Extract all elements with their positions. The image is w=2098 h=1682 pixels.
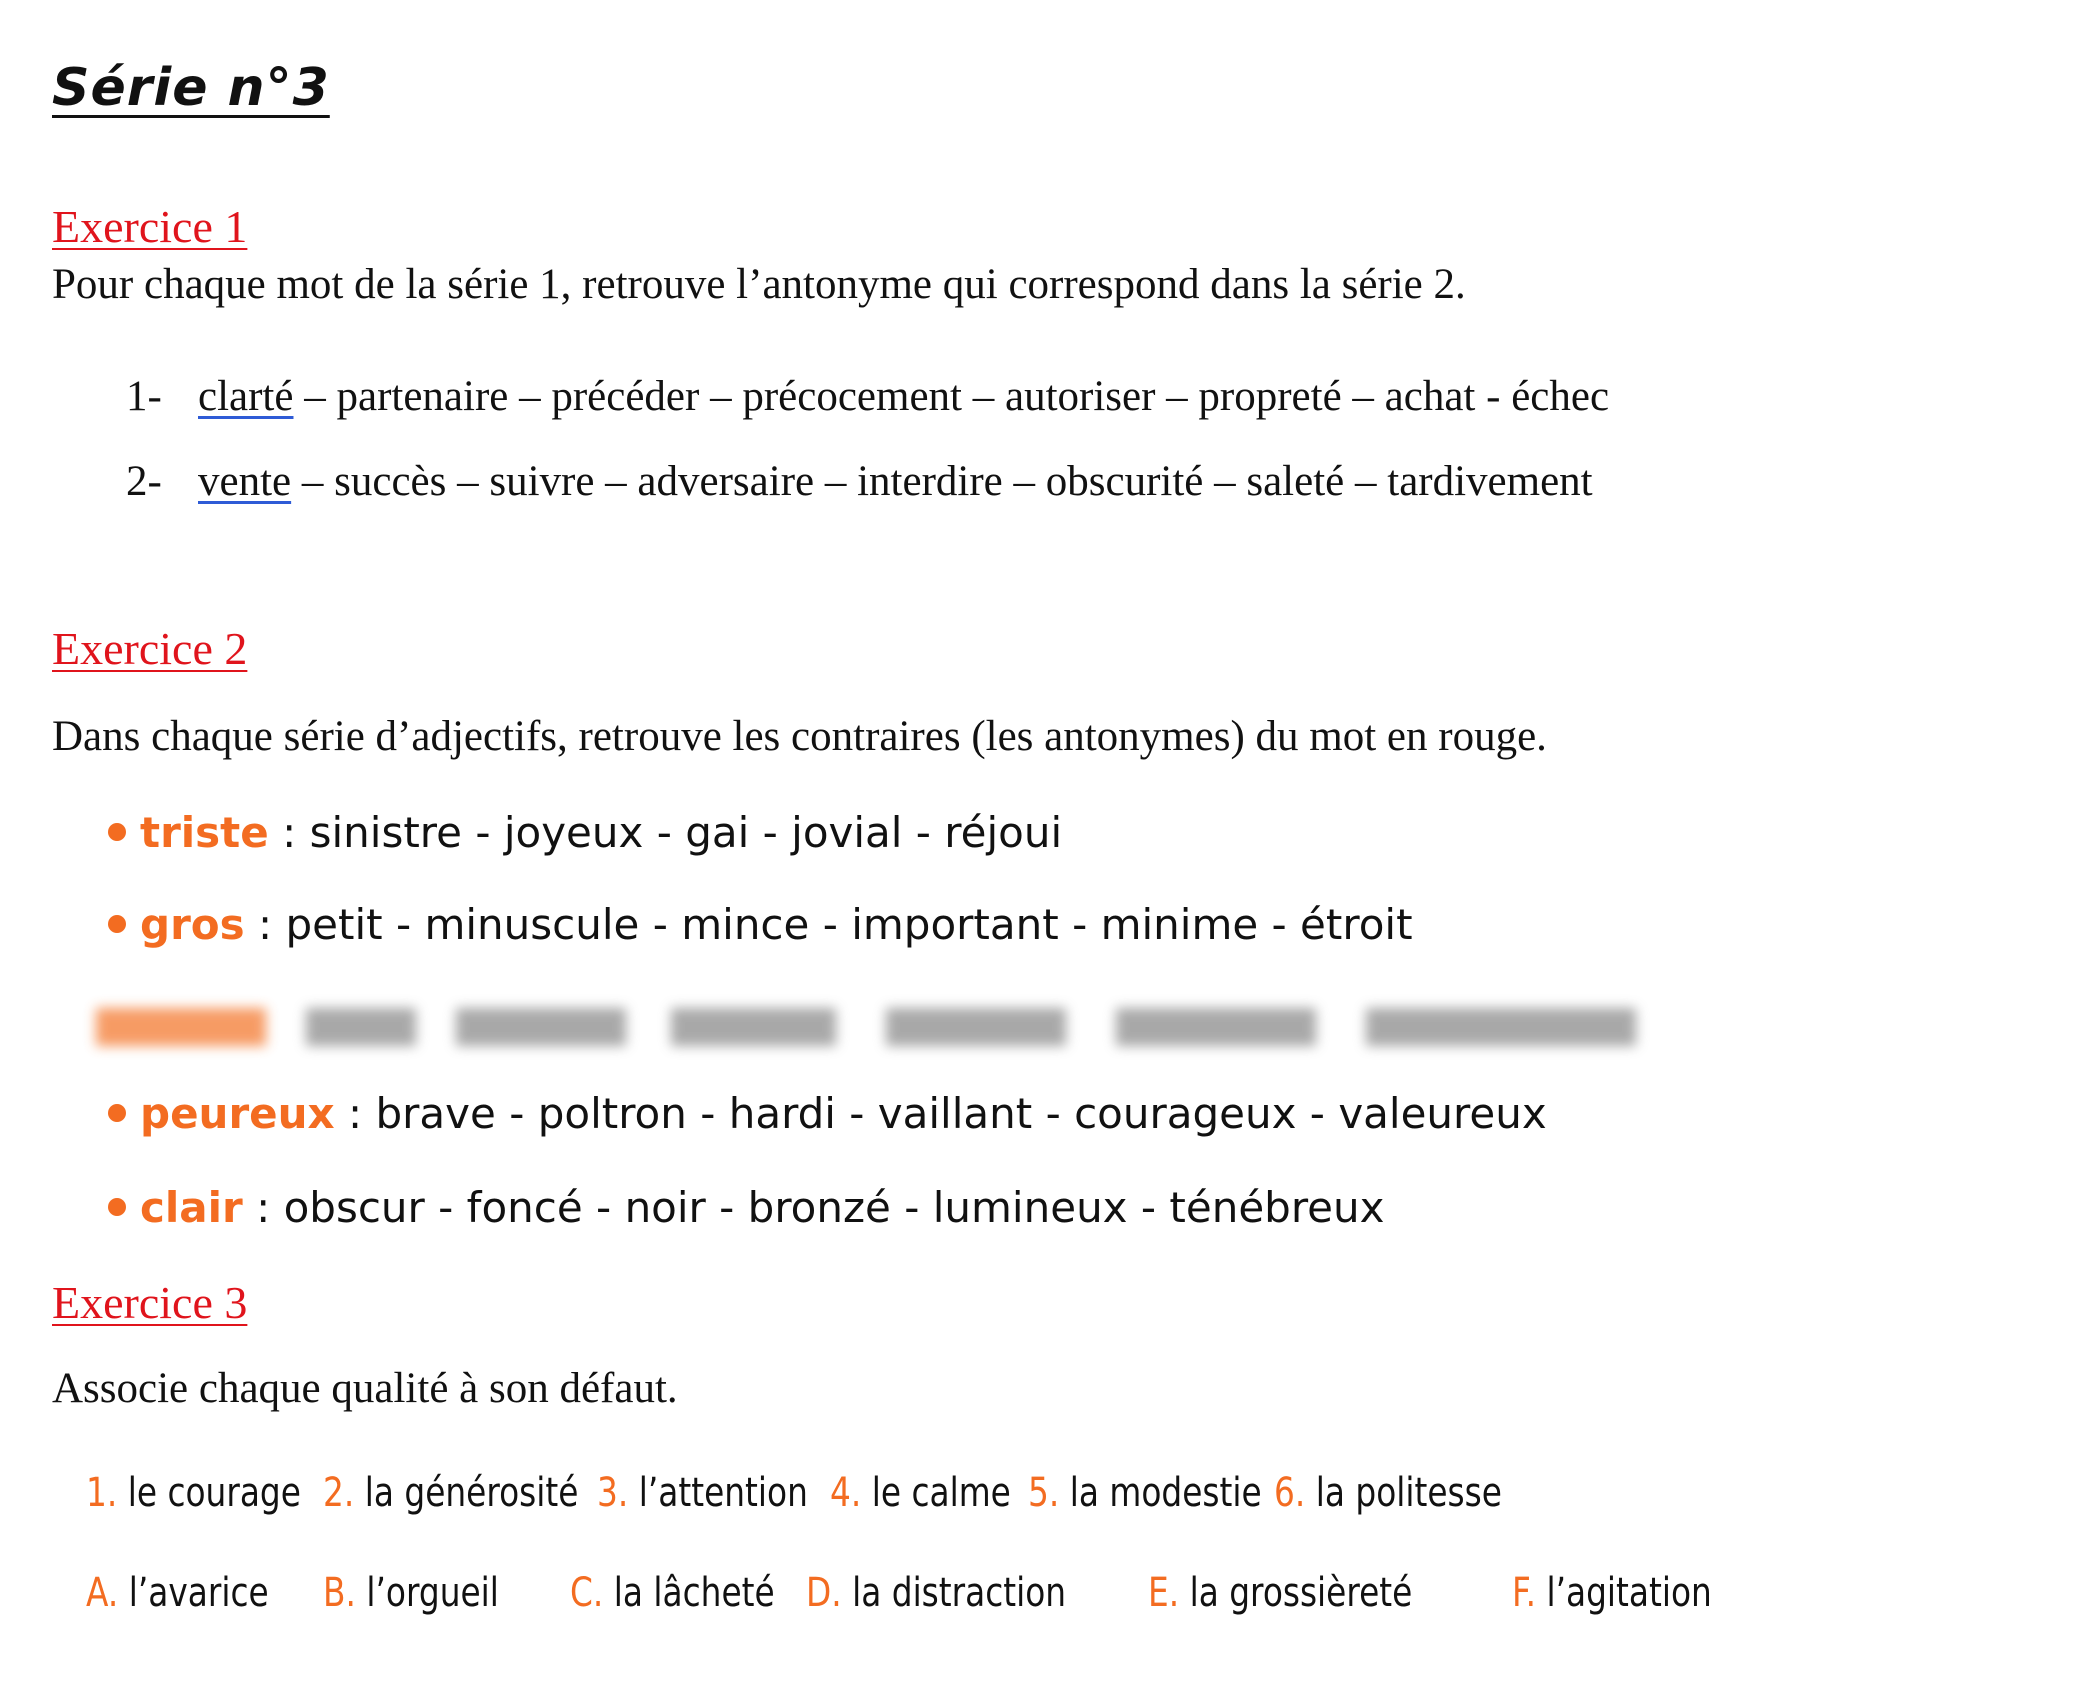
bullet-icon — [108, 1104, 126, 1122]
defect-text: l’orgueil — [366, 1570, 499, 1616]
bullet-icon — [108, 823, 126, 841]
quality-item — [323, 1470, 578, 1516]
defect-item — [86, 1570, 269, 1616]
defect-label: B. — [323, 1570, 356, 1616]
quality-label: 4. — [830, 1470, 862, 1516]
quality-label: 6. — [1274, 1470, 1306, 1516]
adjective-words: : petit - minuscule - mince - important - minime - étroit — [244, 900, 1413, 949]
defect-label: C. — [570, 1570, 604, 1616]
adjective-key-word: clair — [140, 1183, 243, 1232]
bullet-icon — [108, 1198, 126, 1216]
quality-text: la générosité — [364, 1470, 579, 1516]
defect-label: F. — [1512, 1570, 1537, 1616]
defect-text: la distraction — [852, 1570, 1067, 1616]
defect-item — [806, 1570, 1066, 1616]
defect-label: A. — [86, 1570, 119, 1616]
exercise-3-heading: Exercice 3 — [52, 1277, 248, 1328]
defect-item — [1148, 1570, 1412, 1616]
adjective-key-word: gros — [140, 900, 245, 949]
defect-item — [1512, 1570, 1712, 1616]
series-words: – partenaire – précéder – précocement – autoriser – propreté – achat - échec — [293, 373, 1610, 420]
defect-text: l’avarice — [128, 1570, 269, 1616]
blurred-key-word — [96, 1008, 266, 1046]
quality-label: 2. — [323, 1470, 355, 1516]
defect-text: la lâcheté — [613, 1570, 775, 1616]
series-1-line — [126, 372, 1609, 421]
defect-text: la grossièreté — [1189, 1570, 1413, 1616]
defect-label: E. — [1148, 1570, 1180, 1616]
quality-text: le courage — [127, 1470, 301, 1516]
adjective-series-line — [108, 900, 1413, 949]
exercise-2-heading: Exercice 2 — [52, 623, 248, 674]
exercise-2-instruction: Dans chaque série d’adjectifs, retrouve les contraires (les antonymes) du mot en rouge. — [52, 713, 1547, 760]
series-first-word: vente — [198, 458, 292, 505]
blurred-word — [1116, 1008, 1316, 1046]
quality-label: 5. — [1028, 1470, 1060, 1516]
quality-item — [830, 1470, 1011, 1516]
defect-label: D. — [806, 1570, 842, 1616]
adjective-words: : sinistre - joyeux - gai - jovial - réjoui — [268, 808, 1063, 857]
series-number: 1- — [126, 373, 162, 420]
series-first-word: clarté — [198, 373, 294, 420]
defect-text: l’agitation — [1546, 1570, 1712, 1616]
quality-label: 3. — [597, 1470, 629, 1516]
exercise-1-instruction: Pour chaque mot de la série 1, retrouve l’antonyme qui correspond dans la série 2. — [52, 261, 1466, 308]
adjective-series-line — [108, 808, 1062, 857]
exercise-3-instruction: Associe chaque qualité à son défaut. — [52, 1365, 678, 1412]
exercise-1-heading: Exercice 1 — [52, 201, 248, 252]
series-words: – succès – suivre – adversaire – interdire – obscurité – saleté – tardivement — [291, 458, 1593, 505]
quality-text: la modestie — [1069, 1470, 1262, 1516]
quality-text: l’attention — [638, 1470, 808, 1516]
series-2-line — [126, 457, 1593, 506]
blurred-word — [456, 1008, 626, 1046]
quality-text: le calme — [871, 1470, 1011, 1516]
quality-item — [86, 1470, 301, 1516]
adjective-series-line — [108, 1089, 1547, 1138]
blurred-word — [1366, 1008, 1636, 1046]
defect-item — [323, 1570, 499, 1616]
blurred-word — [671, 1008, 836, 1046]
adjective-words: : obscur - foncé - noir - bronzé - lumineux - ténébreux — [242, 1183, 1385, 1232]
quality-item — [597, 1470, 808, 1516]
blurred-word — [306, 1008, 416, 1046]
quality-text: la politesse — [1315, 1470, 1502, 1516]
quality-item — [1274, 1470, 1502, 1516]
adjective-key-word: peureux — [140, 1089, 335, 1138]
quality-label: 1. — [86, 1470, 118, 1516]
adjective-words: : brave - poltron - hardi - vaillant - courageux - valeureux — [334, 1089, 1547, 1138]
quality-item — [1028, 1470, 1262, 1516]
blurred-adjective-line — [96, 998, 1648, 1054]
blurred-word — [886, 1008, 1066, 1046]
adjective-key-word: triste — [140, 808, 269, 857]
page-title: Série n°3 — [52, 58, 330, 118]
defect-item — [570, 1570, 775, 1616]
series-number: 2- — [126, 458, 162, 505]
bullet-icon — [108, 915, 126, 933]
adjective-series-line — [108, 1183, 1384, 1232]
